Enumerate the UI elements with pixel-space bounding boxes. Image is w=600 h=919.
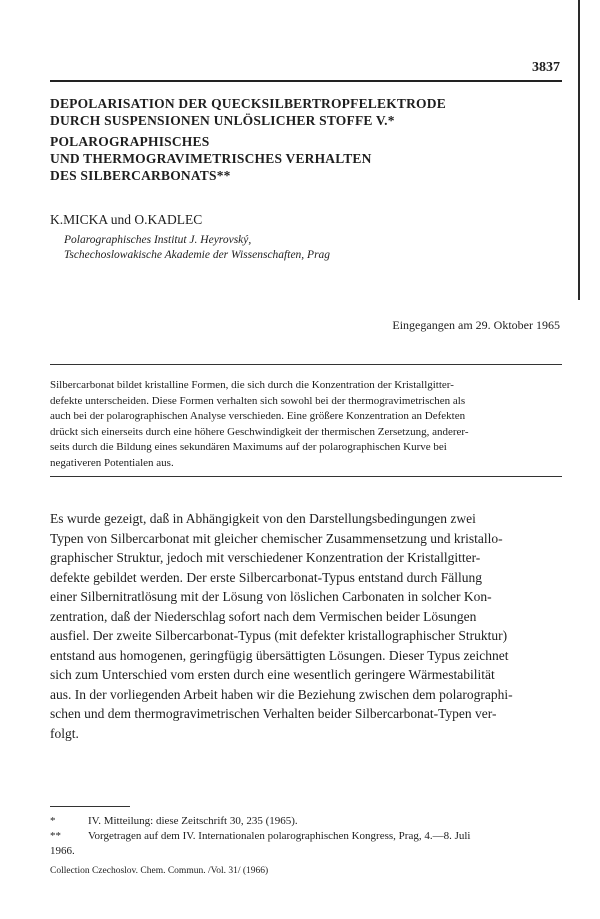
journal-footer: Collection Czechoslov. Chem. Commun. /Vol. 31/ (1966) xyxy=(50,866,269,876)
body-line: Typen von Silbercarbonat mit gleicher chemischer Zusammensetzung und kristallo- xyxy=(50,530,503,546)
footnote-mark: * xyxy=(50,815,56,827)
abstract-line: drückt sich einerseits durch eine höhere Geschwindigkeit der thermischen Zersetzung, anderer- xyxy=(50,425,469,438)
abstract-bottom-rule xyxy=(50,476,562,477)
body-line: aus. In der vorliegenden Arbeit haben wir die Beziehung zwischen dem polarographi- xyxy=(50,686,513,702)
footnote-text: IV. Mitteilung: diese Zeitschrift 30, 235 (1965). xyxy=(88,815,298,827)
header-rule xyxy=(50,80,562,82)
body-line: entstand aus homogenen, geringfügig übersättigten Lösungen. Dieser Typus zeichnet xyxy=(50,647,509,663)
footnote-mark: ** xyxy=(50,830,61,842)
subtitle-line: POLAROGRAPHISCHES xyxy=(50,134,210,149)
affiliation-line: Polarographisches Institut J. Heyrovský, xyxy=(64,234,252,246)
body-line: ausfiel. Der zweite Silbercarbonat-Typus (mit defekter kristallographischer Struktur) xyxy=(50,628,508,643)
title-line: DURCH SUSPENSIONEN UNLÖSLICHER STOFFE V.* xyxy=(50,113,395,128)
body-line: zentration, daß der Niederschlag sofort nach dem Vermischen beider Lösungen xyxy=(50,608,477,624)
footnote-rule xyxy=(50,806,130,807)
body-paragraph xyxy=(50,509,570,743)
subtitle-line: UND THERMOGRAVIMETRISCHES VERHALTEN xyxy=(50,151,372,166)
abstract-top-rule xyxy=(50,364,562,365)
footnote xyxy=(50,814,562,829)
body-line: graphischer Struktur, jedoch mit verschiedener Konzentration der Kristallgitter- xyxy=(50,550,481,565)
affiliation xyxy=(64,233,330,263)
footnote-continuation: 1966. xyxy=(50,845,75,857)
footnotes xyxy=(50,814,562,859)
received-date: Eingegangen am 29. Oktober 1965 xyxy=(392,318,560,332)
body-line: Es wurde gezeigt, daß in Abhängigkeit von den Darstellungsbedingungen zwei xyxy=(50,511,476,526)
abstract-line: auch bei der polarographischen Analyse verschieden. Eine größere Konzentration an Defekten xyxy=(50,410,466,423)
affiliation-line: Tschechoslowakische Akademie der Wissenschaften, Prag xyxy=(64,249,331,261)
body-line: sich zum Unterschied vom ersten durch eine wesentlich geringere Wärmestabilität xyxy=(50,667,495,682)
abstract-line: seits durch die Bildung eines sekundären Maximums auf der polarographischen Kurve bei xyxy=(50,441,447,454)
footnote-text: Vorgetragen auf dem IV. Internationalen polarographischen Kongress, Prag, 4.—8. Juli xyxy=(88,830,471,842)
page-edge-line xyxy=(578,0,580,300)
abstract xyxy=(50,378,562,472)
abstract-line: Silbercarbonat bildet kristalline Formen, die sich durch die Konzentration der Kristallgitter- xyxy=(50,379,454,391)
footnote xyxy=(50,829,562,844)
body-line: einer Silbernitratlösung mit der Lösung von löslichen Carbonaten in solcher Kon- xyxy=(50,589,492,604)
abstract-line: negativeren Potentialen aus. xyxy=(50,456,174,469)
page-number: 3837 xyxy=(532,60,560,75)
title-line: DEPOLARISATION DER QUECKSILBERTROPFELEKTRODE xyxy=(50,96,446,111)
authors: K.MICKA und O.KADLEC xyxy=(50,212,203,227)
body-line: defekte gebildet werden. Der erste Silbercarbonat-Typus entstand durch Fällung xyxy=(50,569,483,585)
body-line: folgt. xyxy=(50,725,79,741)
article-title xyxy=(50,95,562,184)
subtitle-line: DES SILBERCARBONATS** xyxy=(50,168,231,183)
body-line: schen und dem thermogravimetrischen Verhalten beider Silbercarbonat-Typen ver- xyxy=(50,706,497,721)
abstract-line: defekte unterscheiden. Diese Formen verhalten sich sowohl bei der thermogravimetrischen als xyxy=(50,394,466,407)
article-subtitle xyxy=(50,133,562,184)
